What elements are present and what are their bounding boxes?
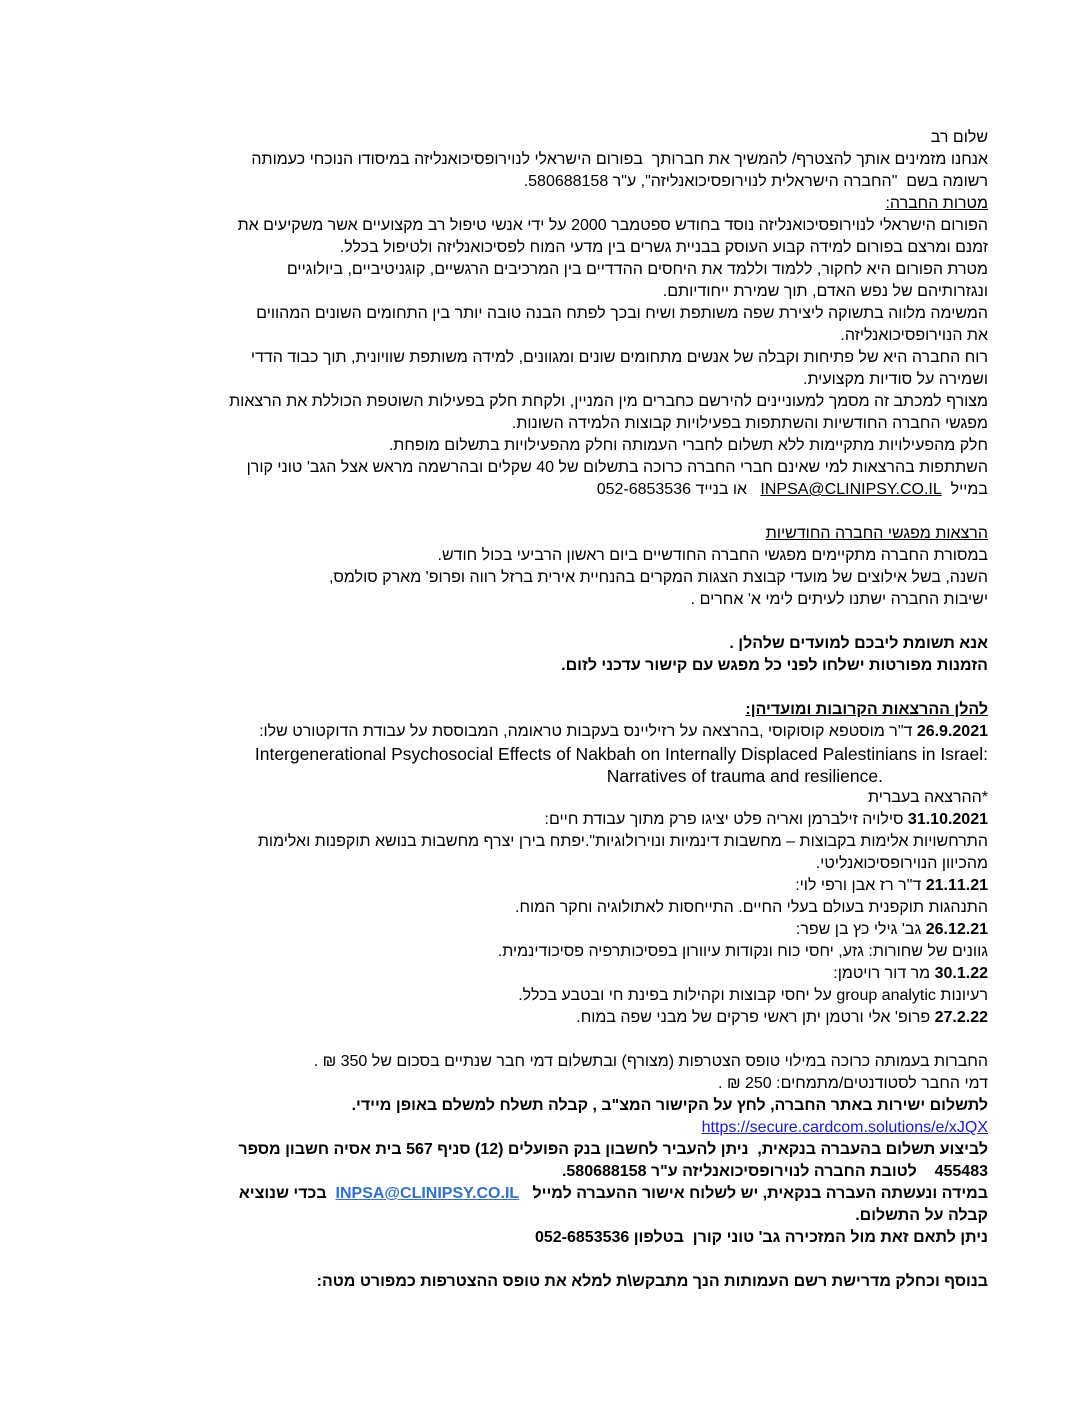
body-line: השתתפות בהרצאות למי שאינם חברי החברה כרוכה בתשלום של 40 שקלים ובהרשמה מראש אצל הגב' טוני קורן: [246, 459, 988, 476]
greeting-line: שלום רב: [930, 129, 988, 146]
body-line: מצורף למכתב זה מסמך למעוניינים להירשם כחברים מין המניין, ולקחת חלק בפעילות השוטפת הכוללת את הרצאות: [229, 393, 988, 410]
body-line: את הנוירופסיכואנליזה.: [840, 327, 988, 344]
body-line: הפורום הישראלי לנוירופסיכואנליזה נוסד בחודש ספטמבר 2000 על ידי אנשי טיפול רב מקצועיים אשר משקיעים את: [237, 217, 988, 234]
intro-line: רשומה בשם "החברה הישראלית לנוירופסיכואנליזה", ע"ר 580688158.: [523, 173, 988, 190]
membership-fee-line: דמי החבר לסטודנטים/מתמחים: 250 ₪ .: [718, 1075, 988, 1092]
lecture-text: ד"ר רז אבן ורפי לוי:: [795, 877, 926, 894]
lecture-date: 26.9.2021: [916, 723, 988, 740]
bank-transfer-line: 455483 לטובת החברה לנוירופסיכואנליזה ע"ר 580688158.: [561, 1163, 988, 1180]
lecture-text: גב' גילי כץ בן שפר:: [795, 921, 926, 938]
lecture-line: רעיונות group analytic על יחסי קבוצות וקהילות בפינת חי ובטבע בכלל.: [518, 987, 988, 1004]
lecture-text: סילויה זילברמן ואריה פלט יציגו פרק מתוך עבודת חיים:: [544, 811, 908, 828]
lecture-title-english: Narratives of trauma and resilience.: [606, 766, 883, 786]
lecture-date: 27.2.22: [934, 1009, 988, 1026]
lecture-line: [95, 875, 988, 897]
body-line: המשימה מלווה בתשוקה ליצירת שפה משותפת ושיח ובכך לפתח הבנה טובה יותר בין התחומים השונים המהווים: [256, 305, 988, 322]
lecture-text: פרופ' אלי ורטמן יתן ראשי פרקים של מבני שפה במוח.: [576, 1009, 935, 1026]
notice-line: אנא תשומת ליבכם למועדים שלהלן .: [729, 635, 988, 652]
spacer: [95, 1249, 988, 1271]
lecture-line: התרחשויות אלימות בקבוצות – מחשבות דינמיות ונוירולוגיות".יפתח בירן יצרף מחשבות בנושא תוקפנות ואלימות: [257, 833, 988, 850]
lecture-date: 30.1.22: [934, 965, 988, 982]
lecture-title-english: Intergenerational Psychosocial Effects of Nakbah on Internally Displaced Palestinians in Israel:: [254, 744, 988, 764]
body-line: מטרת הפורום היא לחקור, ללמוד וללמד את היחסים ההדדיים בין המרכיבים הרגשיים, קוגניטיביים, ביולוגיים: [286, 261, 988, 278]
lecture-date: 31.10.2021: [907, 811, 988, 828]
lecture-text: מר דור רויטמן:: [833, 965, 935, 982]
intro-line: אנחנו מזמינים אותך להצטרף/ להמשיך את חברותך בפורום הישראלי לנוירופסיכואנליזה במיסודו הנוכחי כעמותה: [251, 151, 988, 168]
lecture-line: [95, 1007, 988, 1029]
spacer: [95, 1029, 988, 1051]
email-link[interactable]: INPSA@CLINIPSY.CO.IL: [760, 481, 942, 498]
lecture-line: התנהגות תוקפנית בעולם בעלי החיים. התייחסות לאתולוגיה וחקר המוח.: [515, 899, 988, 916]
lecture-line: [95, 809, 988, 831]
payment-link[interactable]: https://secure.cardcom.solutions/e/xJQX: [701, 1119, 988, 1136]
secretary-contact-line: ניתן לתאם זאת מול המזכירה גב' טוני קורן בטלפון 052-6853536: [534, 1229, 988, 1246]
lecture-line: [95, 721, 988, 743]
body-line: חלק מהפעילויות מתקיימות ללא תשלום לחברי העמותה וחלק מהפעילויות בתשלום מופחת.: [388, 437, 988, 454]
section-heading-upcoming-lectures: להלן ההרצאות הקרובות ומועדיהן:: [745, 701, 988, 718]
body-line: ונגזרותיהם של נפש האדם, תוך שמירת ייחודיותם.: [662, 283, 988, 300]
bank-transfer-line: לביצוע תשלום בהעברה בנקאית, ניתן להעביר לחשבון בנק הפועלים (12) סניף 567 בית אסיה חשבון מספר: [238, 1141, 988, 1158]
lecture-note: *ההרצאה בעברית: [868, 789, 988, 806]
confirmation-pre-text: במידה ונעשתה העברה בנקאית, יש לשלוח אישור ההעברה למייל: [519, 1185, 988, 1202]
spacer: [95, 677, 988, 699]
lecture-date: 26.12.21: [925, 921, 988, 938]
spacer: [95, 611, 988, 633]
contact-line: [95, 479, 988, 501]
section-heading-goals: מטרות החברה:: [885, 195, 988, 212]
confirmation-post-text: בכדי שנוציא: [238, 1185, 336, 1202]
contact-post-text: או בנייד 052-6853536: [596, 481, 761, 498]
body-line: השנה, בשל אילוצים של מועדי קבוצת הצגות המקרים בהנחיית אירית ברזל רווה ופרופ' מארק סולמס,: [328, 569, 988, 586]
body-line: ושמירה על סודיות מקצועית.: [803, 371, 988, 388]
membership-fee-line: החברות בעמותה כרוכה במילוי טופס הצטרפות (מצורף) ובתשלום דמי חבר שנתיים בסכום של 350 ₪ .: [313, 1053, 988, 1070]
lecture-line: מהכיוון הנוירופסיכואנליטי.: [815, 855, 988, 872]
contact-pre-text: במייל: [941, 481, 988, 498]
lecture-line: [95, 919, 988, 941]
body-line: מפגשי החברה החודשיות והשתתפות בפעילויות קבוצות הלמידה השונות.: [511, 415, 988, 432]
lecture-line: גוונים של שחורות: גזע, יחסי כוח ונקודות עיוורון בפסיכותרפיה פסיכודינמית.: [497, 943, 988, 960]
body-line: במסורת החברה מתקיימים מפגשי החברה החודשיים ביום ראשון הרביעי בכול חודש.: [437, 547, 988, 564]
lecture-text: ד"ר מוסטפא קוסוקוסי ,בהרצאה על רזיליינס בעקבות טראומה, המבוססת על עבודת הדוקטורט שלו:: [259, 723, 917, 740]
payment-url-line: [95, 1117, 988, 1139]
registration-form-line: בנוסף וכחלק מדרישת רשם העמותות הנך מתבקש\ת למלא את טופס ההצטרפות כמפורט מטה:: [316, 1273, 988, 1290]
bank-confirmation-line: קבלה על התשלום.: [855, 1207, 988, 1224]
payment-instruction-line: לתשלום ישירות באתר החברה, לחץ על הקישור המצ"ב , קבלה תשלח למשלם באופן מיידי.: [351, 1097, 988, 1114]
notice-line: הזמנות מפורטות ישלחו לפני כל מפגש עם קישור עדכני לזום.: [561, 657, 988, 674]
email-link[interactable]: INPSA@CLINIPSY.CO.IL: [335, 1185, 520, 1202]
lecture-line: [95, 963, 988, 985]
lecture-date: 21.11.21: [925, 877, 988, 894]
body-line: רוח החברה היא של פתיחות וקבלה של אנשים מתחומים שונים ומגוונים, למידה משותפת שוויונית, תוך כבוד הדדי: [250, 349, 988, 366]
bank-confirmation-line: [95, 1183, 988, 1205]
body-line: ישיבות החברה ישתנו לעיתים לימי א' אחרים .: [690, 591, 988, 608]
section-heading-monthly-lectures: הרצאות מפגשי החברה החודשיות: [765, 525, 988, 542]
spacer: [95, 501, 988, 523]
body-line: זמנם ומרצם בפורום למידה קבוע העוסק בבניית גשרים בין מדעי המוח לפסיכואנליזה ולטיפול בכלל.: [339, 239, 988, 256]
